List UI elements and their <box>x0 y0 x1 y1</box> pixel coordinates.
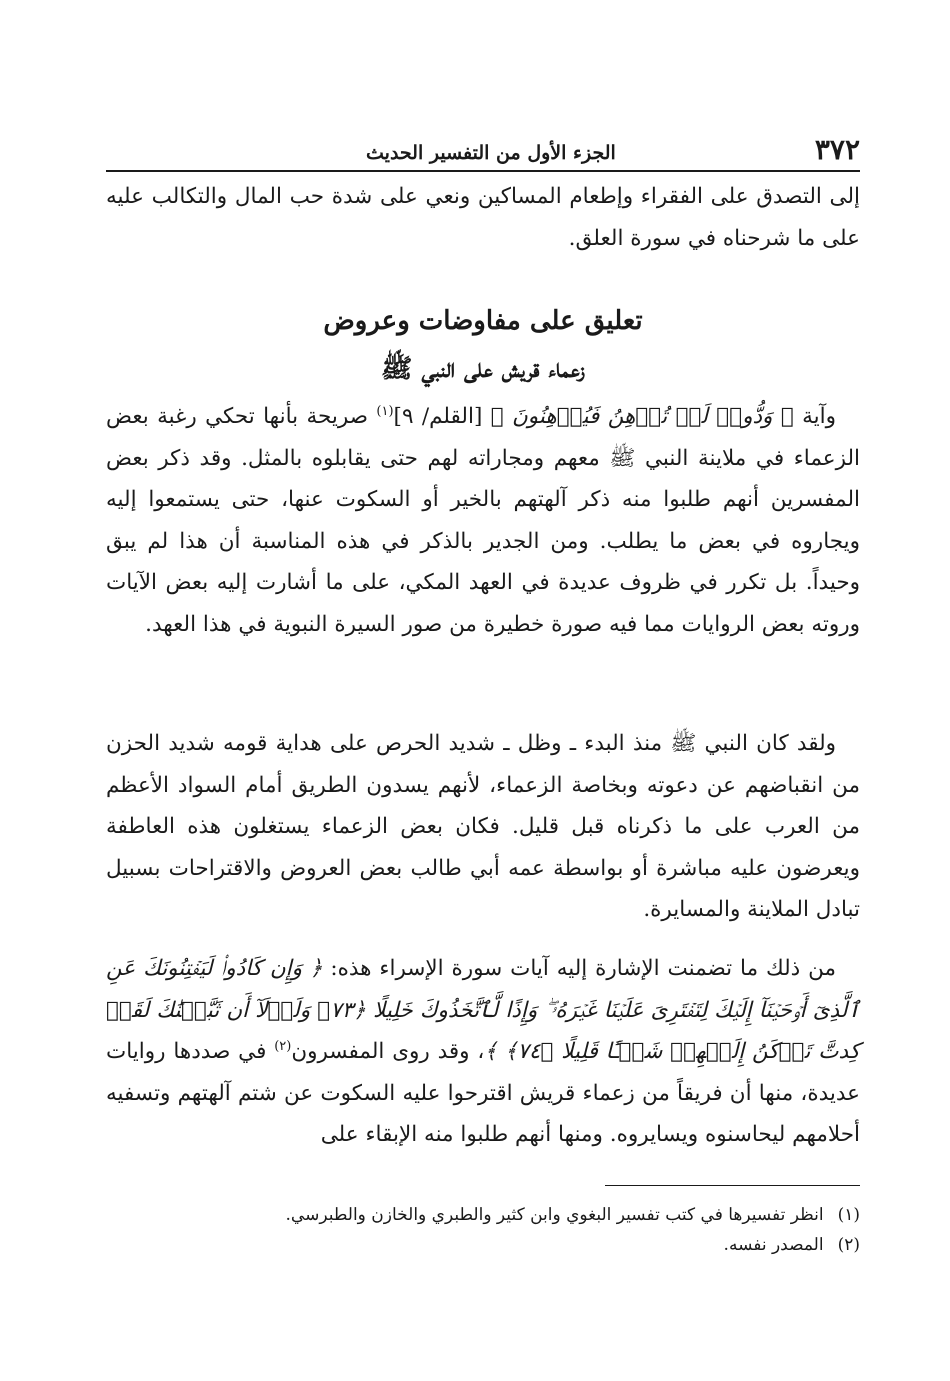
footnote-divider <box>605 1185 860 1186</box>
quran-verse: ﴿ وَإِن كَادُوا۟ لَيَفۡتِنُونَكَ عَنِ ٱلَّذِىٓ أَوۡحَيۡنَآ إِلَيۡكَ لِتَفۡتَرِىَ عَلَيۡنَا غَيۡرَهُۥ ۖ وَإِذًا لَّٱتَّخَذُوكَ خَلِيلًا ﴿٧٣﴾ وَلَوۡلَآ أَن ثَبَّتۡنَٰكَ لَقَدۡ كِدتَّ تَرۡكَنُ إِلَيۡهِمۡ شَيۡـًٔا قَلِيلًا ﴿٧٤﴾ ﴾ <box>106 956 861 1064</box>
para1-lead: وآية <box>802 404 836 429</box>
section-heading-line2: زعماء قريش على النبي ﷺ <box>380 354 585 384</box>
paragraph-2 <box>106 723 860 931</box>
paragraph-text: إلى التصدق على الفقراء وإطعام المساكين ونعي على شدة حب المال والتكالب عليه على ما شرحناه في سورة العلق. <box>106 184 860 251</box>
section-heading-line1: تعليق على مفاوضات وعروض <box>323 306 643 336</box>
paragraph-text: ولقد كان النبي ﷺ منذ البدء ـ وظل ـ شديد الحرص على هداية قومه شديد الحزن من انقباضهم عن دعوته وبخاصة الزعماء، لأنهم يسدون الطريق أمام السواد الأعظم من العرب على ما ذكرناه قبل قليل. فكان بعض الزعماء يستغلون هذه العاطفة ويعرضون عليه مباشرة أو بواسطة عمه أبي طالب بعض العروض والاقتراحات بسبيل تبادل الملاينة والمسايرة. <box>106 731 860 922</box>
footnote-marker: (٢) <box>274 1038 292 1054</box>
verse-citation: [القلم/ ٩] <box>393 404 483 429</box>
footnote-marker: (١) <box>376 403 394 419</box>
quran-verse: ﴿ وَدُّوا۟ لَوۡ تُدۡهِنُ فَيُدۡهِنُونَ ﴾ <box>490 404 794 429</box>
running-header <box>106 124 860 172</box>
footnote-number: (١) <box>837 1205 860 1225</box>
opening-paragraph <box>106 176 860 259</box>
running-title: الجزء الأول من التفسير الحديث <box>366 142 616 164</box>
footnote-text: المصدر نفسه. <box>723 1235 824 1255</box>
para3-lead: من ذلك ما تضمنت الإشارة إليه آيات سورة الإسراء هذه: <box>330 956 836 981</box>
para3-mid: ، وقد روى المفسرون <box>291 1039 485 1064</box>
paragraph-1 <box>106 396 860 645</box>
footnotes <box>106 1200 860 1260</box>
footnote <box>106 1200 860 1230</box>
para3-text: في صددها روايات عديدة، منها أن فريقاً من زعماء قريش اقترحوا عليه السكوت عن شتم آلهتهم وتسفيه أحلامهم ليحاسنوه ويسايروه. ومنها أنهم طلبوا منه الإبقاء على <box>106 1039 860 1147</box>
footnote-text: انظر تفسيرها في كتب تفسير البغوي وابن كثير والطبري والخازن والطبرسي. <box>285 1205 824 1225</box>
footnote-number: (٢) <box>837 1235 860 1255</box>
footnote <box>106 1230 860 1260</box>
paragraph-3 <box>106 948 860 1156</box>
para1-text: صريحة بأنها تحكي رغبة بعض الزعماء في ملاينة النبي ﷺ معهم ومجاراته لهم حتى يقابلوه بالمثل. وقد ذكر بعض المفسرين أنهم طلبوا منه ذكر آلهتهم بالخير أو السكوت عنها، حتى يستمعوا إليه ويجاروه في بعض ما يطلب. ومن الجدير بالذكر في هذه المناسبة أن هذا لم يبق وحيداً. بل تكرر في ظروف عديدة في العهد المكي، على ما أشارت إليه بعض الآيات وروته بعض الروايات مما فيه صورة خطيرة من صور السيرة النبوية في هذا العهد. <box>106 404 860 637</box>
page-number: ٣٧٢ <box>814 133 860 166</box>
